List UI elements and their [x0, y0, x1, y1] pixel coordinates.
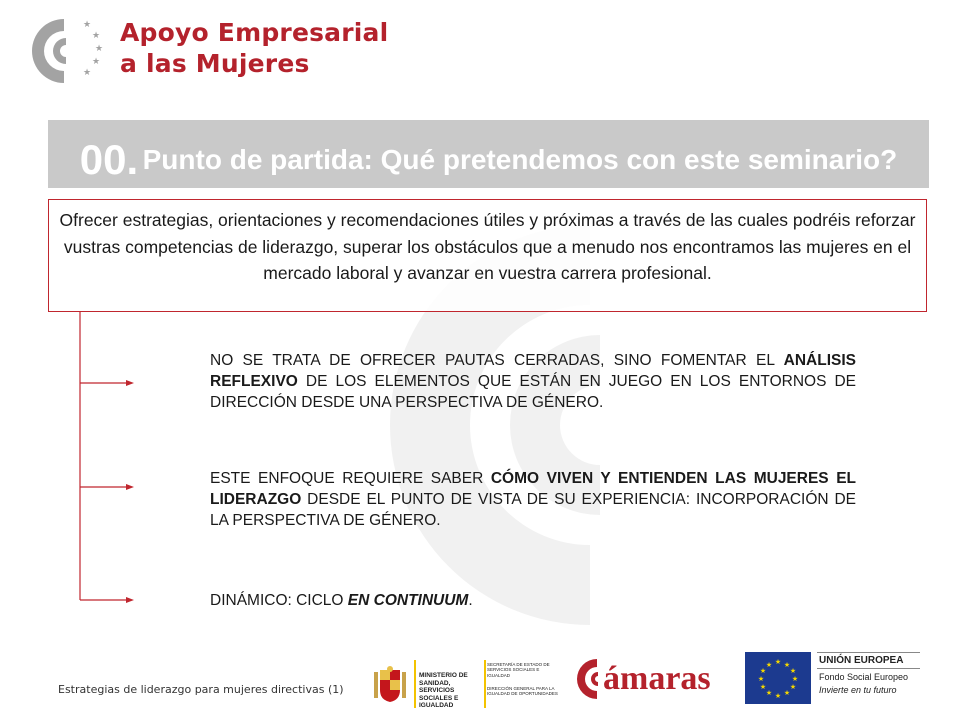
arrow-right-icon [126, 597, 134, 603]
point-2: ESTE ENFOQUE REQUIERE SABER CÓMO VIVEN Y ENTIENDEN LAS MUJERES EL LIDERAZGO DESDE EL PUNTO DE VISTA DE SU EXPERIENCIA: INCORPORACIÓN DE LA PERSPECTIVA DE GÉNERO. [210, 470, 857, 529]
eu-logo [745, 652, 920, 704]
camaras-c-logo-icon [28, 16, 108, 86]
secretaria-name: SECRETARÍA DE ESTADO DE SERVICIOS SOCIALES E IGUALDAD [487, 662, 550, 678]
ministry-name: MINISTERIO DE SANIDAD, SERVICIOS SOCIALES E IGUALDAD [419, 672, 468, 709]
spain-coat-of-arms-icon [372, 666, 408, 704]
svg-text:★: ★ [95, 44, 104, 54]
svg-text:★: ★ [789, 683, 797, 691]
eu-slogan: Invierte en tu futuro [819, 685, 897, 695]
intro-box: Ofrecer estrategias, orientaciones y recomendaciones útiles y próximas a través de las cuales podréis reforzar vustras competencias de liderazgo, superar los obstáculos que a menudo nos encontramos las mujeres en el mercado laboral y avanzar en vuestra carrera profesional. [48, 199, 927, 312]
svg-text:★: ★ [83, 20, 92, 30]
footer-caption: Estrategias de liderazgo para mujeres directivas (1) [58, 683, 344, 696]
svg-text:★: ★ [757, 675, 765, 683]
svg-text:★: ★ [765, 689, 773, 697]
point-3-emphasis: EN CONTINUUM [347, 592, 469, 609]
logo-line-1: Apoyo Empresarial [120, 18, 389, 47]
arrow-right-icon [126, 380, 134, 386]
logo-line-2: a las Mujeres [120, 49, 310, 78]
eu-fund: Fondo Social Europeo [819, 672, 909, 682]
svg-text:★: ★ [774, 692, 782, 700]
svg-text:★: ★ [92, 57, 101, 67]
arrow-right-icon [126, 484, 134, 490]
svg-text:★: ★ [791, 675, 799, 683]
svg-text:★: ★ [765, 661, 773, 669]
svg-text:★: ★ [83, 68, 92, 78]
title-text: Punto de partida: Qué pretendemos con este seminario? [142, 144, 898, 175]
svg-text:★: ★ [759, 683, 767, 691]
svg-text:★: ★ [783, 689, 791, 697]
point-1-emphasis: ANÁLISIS REFLEXIVO [210, 352, 856, 390]
camaras-logo [573, 654, 723, 704]
connector-arrows [70, 310, 160, 610]
direccion-name: DIRECCIÓN GENERAL PARA LA IGUALDAD DE OPORTUNIDADES [487, 686, 558, 697]
ministry-logo [366, 660, 562, 708]
header-logo [28, 16, 388, 86]
svg-text:★: ★ [759, 667, 767, 675]
camaras-wordmark: ámaras [603, 660, 711, 697]
point-3: DINÁMICO: CICLO EN CONTINUUM. [210, 592, 473, 609]
svg-text:★: ★ [92, 31, 101, 41]
svg-text:★: ★ [783, 661, 791, 669]
title-number: 00. [79, 136, 139, 183]
page-title [48, 136, 929, 184]
eu-flag-icon [745, 652, 811, 704]
eu-title: UNIÓN EUROPEA [819, 655, 904, 666]
title-bar [48, 120, 929, 188]
svg-text:★: ★ [774, 658, 782, 666]
point-1: NO SE TRATA DE OFRECER PAUTAS CERRADAS, SINO FOMENTAR EL ANÁLISIS REFLEXIVO DE LOS ELEMENTOS QUE ESTÁN EN JUEGO EN LOS ENTORNOS DE DIRECCIÓN DESDE UNA PERSPECTIVA DE GÉNERO. [210, 352, 856, 411]
point-2-emphasis: CÓMO VIVEN Y ENTIENDEN LAS MUJERES EL LIDERAZGO [210, 470, 857, 508]
svg-text:★: ★ [789, 667, 797, 675]
